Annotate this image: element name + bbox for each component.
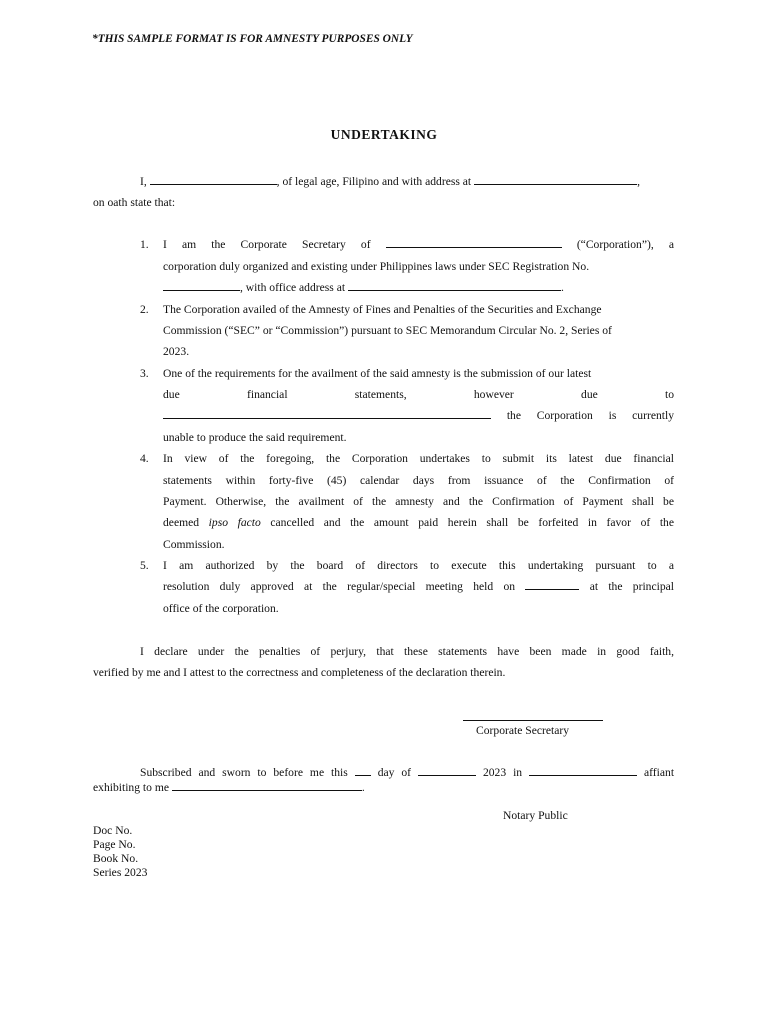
sec-registration-blank[interactable]: [163, 281, 240, 291]
series: Series 2023: [93, 866, 148, 879]
place-blank[interactable]: [529, 766, 637, 776]
item-4-number: 4.: [140, 452, 149, 465]
item-1-line-2: corporation duly organized and existing under Philippines laws under SEC Registration No.: [163, 260, 590, 273]
item-4-line-5: Commission.: [163, 538, 225, 551]
intro-line-1: I, , of legal age, Filipino and with address at ,: [140, 175, 640, 188]
book-no: Book No.: [93, 852, 139, 865]
declaration-line-1: I declare under the penalties of perjury, that these statements have been made in good faith,: [140, 645, 674, 658]
office-address-blank[interactable]: [348, 281, 561, 291]
item-4-line-2: statements within forty-five (45) calendar days from issuance of the Confirmation of: [163, 474, 674, 487]
item-2-line-2: Commission (“SEC” or “Commission”) pursuant to SEC Memorandum Circular No. 2, Series of: [163, 324, 612, 337]
reason-blank[interactable]: [163, 409, 491, 419]
corporation-name-blank[interactable]: [386, 238, 562, 248]
item-3-line-2: due financial statements, however due to: [163, 388, 675, 401]
item-2-line-1: The Corporation availed of the Amnesty of Fines and Penalties of the Securities and Exchange: [163, 303, 602, 316]
item-3-line-4: unable to produce the said requirement.: [163, 431, 347, 444]
signature-line[interactable]: [463, 720, 603, 721]
page-no: Page No.: [93, 838, 136, 851]
item-5-line-1: I am authorized by the board of directors to execute this undertaking pursuant to a: [163, 559, 674, 572]
intro-line-2: on oath state that:: [93, 196, 176, 209]
item-3-line-1: One of the requirements for the availment of the said amnesty is the submission of our latest: [163, 367, 592, 380]
address-blank[interactable]: [474, 175, 637, 185]
item-1-line-3: , with office address at .: [163, 281, 674, 294]
name-blank[interactable]: [150, 175, 277, 185]
jurat-line-1: Subscribed and sworn to before me this day of 2023 in affiant: [140, 766, 675, 779]
item-3-number: 3.: [140, 367, 149, 380]
item-5-number: 5.: [140, 559, 149, 572]
document-title: UNDERTAKING: [330, 127, 438, 142]
notary-public-label: Notary Public: [503, 809, 568, 822]
item-5-line-2: resolution duly approved at the regular/special meeting held on at the principal: [163, 580, 674, 593]
item-3-line-3: the Corporation is currently: [163, 409, 674, 422]
item-4-line-4: deemed ipso facto cancelled and the amount paid herein shall be forfeited in favor of the: [163, 516, 674, 529]
meeting-date-blank[interactable]: [525, 580, 579, 590]
item-2-number: 2.: [140, 303, 149, 316]
item-1-number: 1.: [140, 238, 149, 251]
doc-no: Doc No.: [93, 824, 133, 837]
item-5-line-3: office of the corporation.: [163, 602, 279, 615]
declaration-line-2: verified by me and I attest to the correctness and completeness of the declaration therein.: [93, 666, 506, 679]
day-blank[interactable]: [355, 766, 371, 776]
item-4-line-1: In view of the foregoing, the Corporation undertakes to submit its latest due financial: [163, 452, 674, 465]
month-blank[interactable]: [418, 766, 476, 776]
id-blank[interactable]: [172, 781, 362, 791]
item-4-line-3: Payment. Otherwise, the availment of the amnesty and the Confirmation of Payment shall be: [163, 495, 674, 508]
sample-format-notice: *THIS SAMPLE FORMAT IS FOR AMNESTY PURPOSES ONLY: [92, 33, 413, 45]
corporate-secretary-label: Corporate Secretary: [476, 724, 570, 737]
item-1-line-1: I am the Corporate Secretary of (“Corporation”), a: [163, 238, 675, 251]
jurat-line-2: exhibiting to me .: [93, 781, 365, 794]
item-2-line-3: 2023.: [163, 345, 190, 358]
